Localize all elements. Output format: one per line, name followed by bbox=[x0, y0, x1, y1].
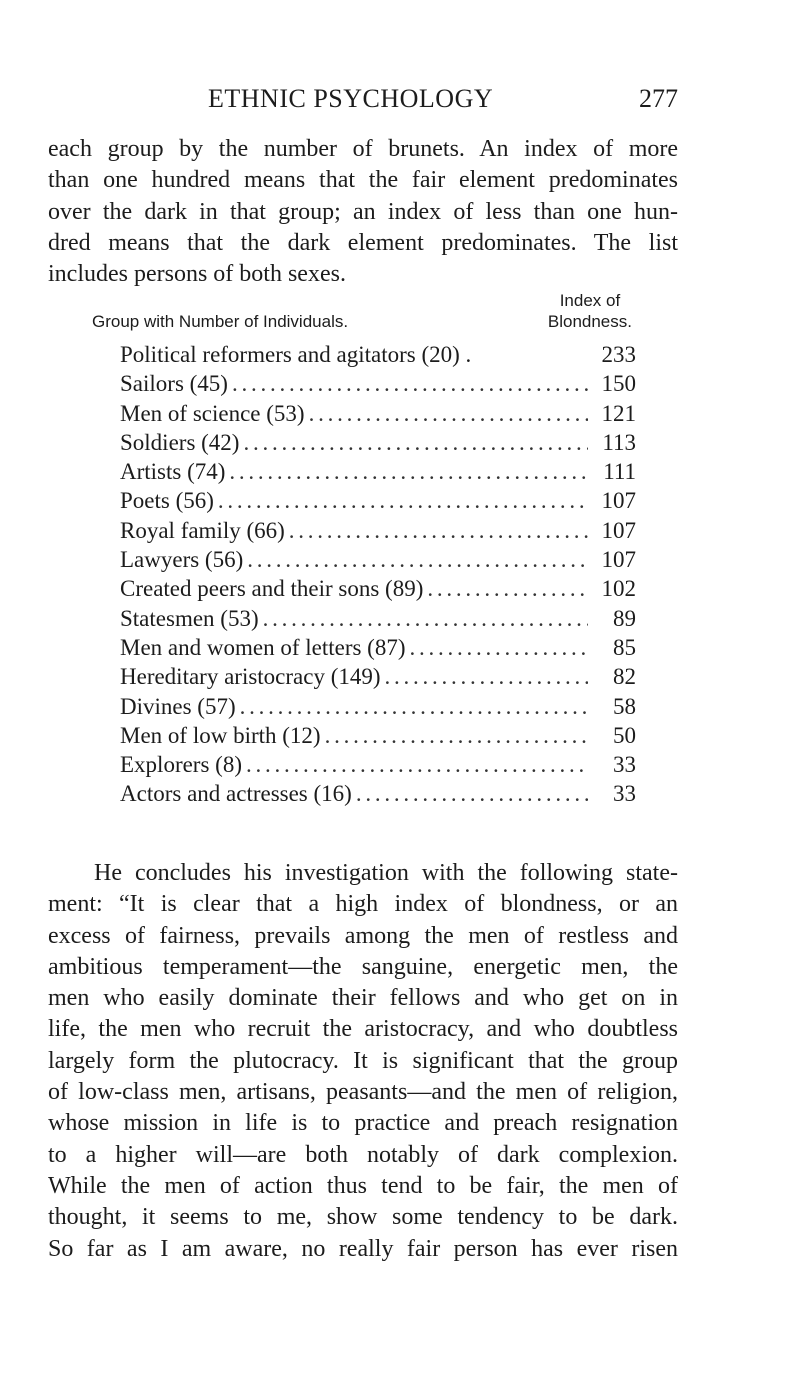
dot-leader bbox=[229, 459, 588, 485]
row-index-value: 107 bbox=[601, 547, 636, 573]
row-group-label: Artists (74) bbox=[120, 459, 226, 485]
row-index-value: 150 bbox=[601, 371, 636, 397]
row-group-label: Men of low birth (12) bbox=[120, 722, 321, 748]
row-index-value: 121 bbox=[601, 400, 636, 426]
row-index-value: 33 bbox=[613, 781, 636, 807]
closing-line: He concludes his investigation with the following state- bbox=[94, 860, 678, 886]
dot-leader bbox=[263, 606, 588, 632]
table-row bbox=[120, 576, 636, 605]
dot-leader bbox=[325, 723, 588, 749]
row-index-value: 107 bbox=[601, 517, 636, 543]
dot-leader bbox=[232, 371, 588, 397]
closing-line: whose mission in life is to practice and preach resignation bbox=[48, 1110, 678, 1137]
row-index-value: 58 bbox=[613, 693, 636, 719]
row-group-label: Poets (56) bbox=[120, 488, 214, 514]
dot-leader bbox=[218, 488, 588, 514]
dot-leader bbox=[309, 401, 588, 427]
table-row bbox=[120, 459, 636, 488]
column-header-index-line2: Blondness. bbox=[547, 312, 632, 331]
table-row bbox=[120, 606, 636, 635]
table-row bbox=[120, 752, 636, 781]
row-group-label: Royal family (66) bbox=[120, 517, 285, 543]
dot-leader bbox=[427, 576, 588, 602]
row-group-label: Divines (57) bbox=[120, 693, 236, 719]
table-row bbox=[120, 342, 636, 371]
row-group-label: Statesmen (53) bbox=[120, 605, 259, 631]
intro-paragraph bbox=[48, 134, 678, 290]
column-header-index-line1: Index of bbox=[559, 291, 621, 310]
column-header-index bbox=[548, 290, 632, 332]
row-group-label: Lawyers (56) bbox=[120, 547, 244, 573]
row-group-label: Soldiers (42) bbox=[120, 429, 240, 455]
row-index-value: 111 bbox=[603, 459, 636, 485]
running-header bbox=[48, 84, 678, 118]
table-row bbox=[120, 518, 636, 547]
closing-line: While the men of action thus tend to be fair, the men of bbox=[48, 1172, 678, 1199]
closing-line: life, the men who recruit the aristocracy, and who doubtless bbox=[48, 1016, 678, 1043]
table-row bbox=[120, 488, 636, 517]
row-group-label: Men and women of letters (87) bbox=[120, 634, 406, 660]
intro-line: over the dark in that group; an index of less than one hun- bbox=[48, 198, 678, 225]
table-row bbox=[120, 694, 636, 723]
row-index-value: 233 bbox=[601, 342, 636, 367]
closing-line: largely form the plutocracy. It is significant that the group bbox=[48, 1047, 678, 1074]
running-title: ETHNIC PSYCHOLOGY bbox=[208, 84, 494, 113]
table-row bbox=[120, 401, 636, 430]
row-index-value: 82 bbox=[613, 664, 636, 690]
row-index-value: 102 bbox=[601, 576, 636, 602]
table-row bbox=[120, 664, 636, 693]
blondness-index-table bbox=[120, 342, 636, 811]
closing-paragraph bbox=[48, 858, 678, 1265]
dot-leader bbox=[246, 752, 588, 778]
intro-line: than one hundred means that the fair element predominates bbox=[48, 167, 678, 194]
table-row bbox=[120, 635, 636, 664]
intro-line: dred means that the dark element predominates. The list bbox=[48, 229, 678, 256]
closing-line: ambitious temperament—the sanguine, energetic men, the bbox=[48, 953, 678, 980]
dot-leader bbox=[243, 430, 588, 456]
dot-leader bbox=[240, 694, 588, 720]
row-group-label: Explorers (8) bbox=[120, 752, 242, 778]
closing-line: of low-class men, artisans, peasants—and the men of religion, bbox=[48, 1079, 678, 1106]
table-row bbox=[120, 371, 636, 400]
row-index-value: 50 bbox=[613, 722, 636, 748]
row-group-label: Created peers and their sons (89) bbox=[120, 576, 424, 602]
row-index-value: 113 bbox=[602, 429, 636, 455]
row-index-value: 33 bbox=[613, 752, 636, 778]
row-index-value: 85 bbox=[613, 634, 636, 660]
table-row bbox=[120, 547, 636, 576]
closing-line: So far as I am aware, no really fair person has ever risen bbox=[48, 1235, 678, 1262]
dot-leader bbox=[247, 547, 588, 573]
closing-line: ment: “It is clear that a high index of blondness, or an bbox=[48, 891, 678, 918]
row-index-value: 89 bbox=[613, 605, 636, 631]
row-index-value: 107 bbox=[601, 488, 636, 514]
table-row bbox=[120, 430, 636, 459]
row-group-label: Men of science (53) bbox=[120, 400, 305, 426]
closing-line: excess of fairness, prevails among the men of restless and bbox=[48, 922, 678, 949]
intro-line: each group by the number of brunets. An index of more bbox=[48, 136, 678, 162]
table-row bbox=[120, 781, 636, 810]
dot-leader bbox=[356, 781, 588, 807]
dot-leader bbox=[289, 518, 588, 544]
dot-leader bbox=[385, 664, 588, 690]
row-group-label: Sailors (45) bbox=[120, 371, 228, 397]
closing-line: thought, it seems to me, show some tendency to be dark. bbox=[48, 1204, 678, 1231]
closing-line: to a higher will—are both notably of dark complexion. bbox=[48, 1141, 678, 1168]
table-row bbox=[120, 723, 636, 752]
row-group-label: Hereditary aristocracy (149) bbox=[120, 664, 381, 690]
row-group-label: Actors and actresses (16) bbox=[120, 781, 352, 807]
row-group-label: Political reformers and agitators (20) . bbox=[120, 342, 472, 367]
closing-line: men who easily dominate their fellows and who get on in bbox=[48, 985, 678, 1012]
page-number: 277 bbox=[639, 84, 678, 113]
column-header-group: Group with Number of Individuals. bbox=[92, 312, 349, 331]
intro-line: includes persons of both sexes. bbox=[48, 261, 346, 288]
dot-leader bbox=[410, 635, 588, 661]
